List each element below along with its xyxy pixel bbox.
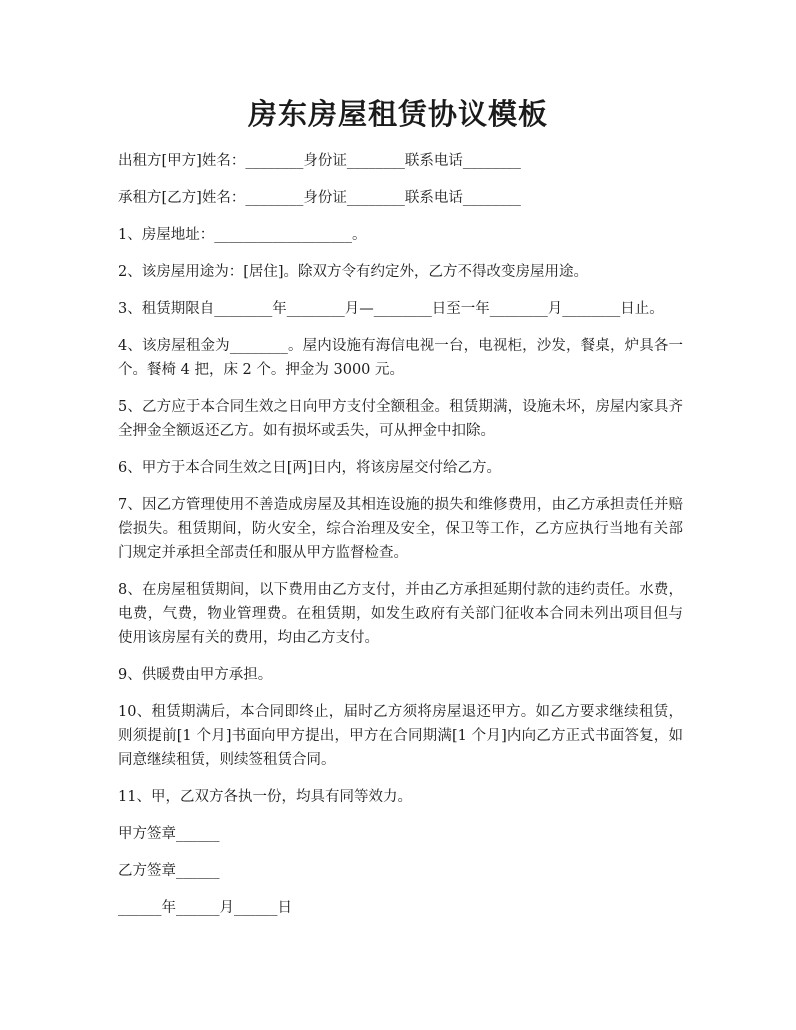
lessee-info: 承租方[乙方]姓名：________身份证________联系电话________ xyxy=(118,190,521,206)
lessee-signature: 乙方签章______ xyxy=(118,863,220,879)
document-title: 房东房屋租赁协议模板 xyxy=(247,97,548,131)
clause-8-fees: 8、在房屋租赁期间，以下费用由乙方支付，并由乙方承担延期付款的违约责任。水费，电费，气费，物业管理费。在租赁期，如发生政府有关部门征收本合同未列出项目但与使用该房屋有关的费用，均由乙方支付。 xyxy=(118,582,683,646)
lessor-info: 出租方[甲方]姓名：________身份证________联系电话________ xyxy=(118,153,521,169)
clause-7-liability: 7、因乙方管理使用不善造成房屋及其相连设施的损失和维修费用，由乙方承担责任并赔偿损失。租赁期间，防火安全，综合治理及安全，保卫等工作，乙方应执行当地有关部门规定并承担全部责任和服从甲方监督检查。 xyxy=(118,497,683,561)
clause-9-heating: 9、供暖费由甲方承担。 xyxy=(118,667,273,683)
clause-6-delivery: 6、甲方于本合同生效之日[两]日内，将该房屋交付给乙方。 xyxy=(118,460,502,476)
clause-11-copies: 11、甲，乙双方各执一份，均具有同等效力。 xyxy=(118,789,412,805)
clause-4-rent: 4、该房屋租金为________。屋内设施有海信电视一台，电视柜，沙发，餐桌，炉具各一个。餐椅 4 把，床 2 个。押金为 3000 元。 xyxy=(118,338,683,378)
lessor-signature: 甲方签章______ xyxy=(118,826,220,842)
clause-2-usage: 2、该房屋用途为：[居住]。除双方令有约定外，乙方不得改变房屋用途。 xyxy=(118,264,589,280)
signing-date: ______年______月______日 xyxy=(118,900,292,916)
clause-5-payment: 5、乙方应于本合同生效之日向甲方支付全额租金。租赁期满，设施未坏，房屋内家具齐全押金全额返还乙方。如有损坏或丢失，可从押金中扣除。 xyxy=(118,399,683,439)
clause-1-address: 1、房屋地址：___________________。 xyxy=(118,227,367,243)
clause-10-renewal: 10、租赁期满后，本合同即终止，届时乙方须将房屋退还甲方。如乙方要求继续租赁，则须提前[1 个月]书面向甲方提出，甲方在合同期满[1 个月]内向乙方正式书面答复，如同意继续租赁，则续签租赁合同。 xyxy=(118,704,683,768)
document-body xyxy=(118,149,683,933)
clause-3-term: 3、租赁期限自________年________月—________日至一年________月________日止。 xyxy=(118,301,664,317)
